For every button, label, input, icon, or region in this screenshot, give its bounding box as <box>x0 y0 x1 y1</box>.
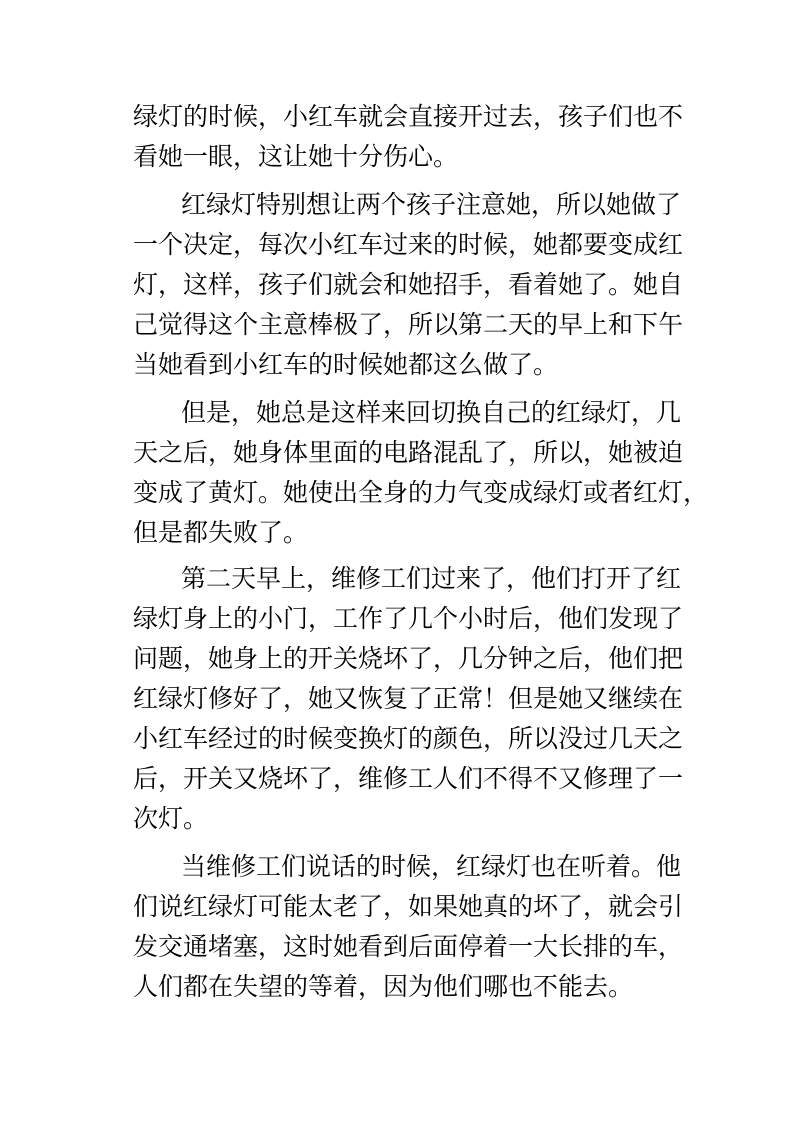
text-line: 但是都失败了。 <box>133 518 309 547</box>
paragraph-start-line: 红绿灯特别想让两个孩子注意她，所以她做了 <box>181 190 682 219</box>
paragraph-start-line: 但是，她总是这样来回切换自己的红绿灯，几 <box>181 398 682 427</box>
text-line: 小红车经过的时候变换灯的颜色，所以没过几天之 <box>133 724 684 753</box>
text-line: 灯，这样，孩子们就会和她招手，看着她了。她自 <box>133 270 684 299</box>
text-line: 绿灯的时候，小红车就会直接开过去，孩子们也不 <box>133 102 684 131</box>
text-line: 红绿灯修好了，她又恢复了正常！但是她又继续在 <box>133 684 684 713</box>
text-line: 问题，她身上的开关烧坏了，几分钟之后，他们把 <box>133 644 684 673</box>
text-line: 次灯。 <box>133 804 209 833</box>
text-line: 们说红绿灯可能太老了，如果她真的坏了，就会引 <box>133 892 684 921</box>
text-line: 看她一眼，这让她十分伤心。 <box>133 142 459 171</box>
text-line: 后，开关又烧坏了，维修工人们不得不又修理了一 <box>133 764 684 793</box>
paragraph-start-line: 第二天早上，维修工们过来了，他们打开了红 <box>181 564 682 593</box>
text-line: 一个决定，每次小红车过来的时候，她都要变成红 <box>133 230 684 259</box>
text-line: 天之后，她身体里面的电路混乱了，所以，她被迫 <box>133 438 684 467</box>
text-line: 变成了黄灯。她使出全身的力气变成绿灯或者红灯， <box>133 478 709 507</box>
text-line: 当她看到小红车的时候她都这么做了。 <box>133 350 559 379</box>
paragraph-start-line: 当维修工们说话的时候，红绿灯也在听着。他 <box>181 852 682 881</box>
text-line: 人们都在失望的等着，因为他们哪也不能去。 <box>133 972 634 1001</box>
text-line: 发交通堵塞，这时她看到后面停着一大长排的车， <box>133 932 684 961</box>
text-line: 绿灯身上的小门，工作了几个小时后，他们发现了 <box>133 604 684 633</box>
text-line: 己觉得这个主意棒极了，所以第二天的早上和下午 <box>133 310 684 339</box>
